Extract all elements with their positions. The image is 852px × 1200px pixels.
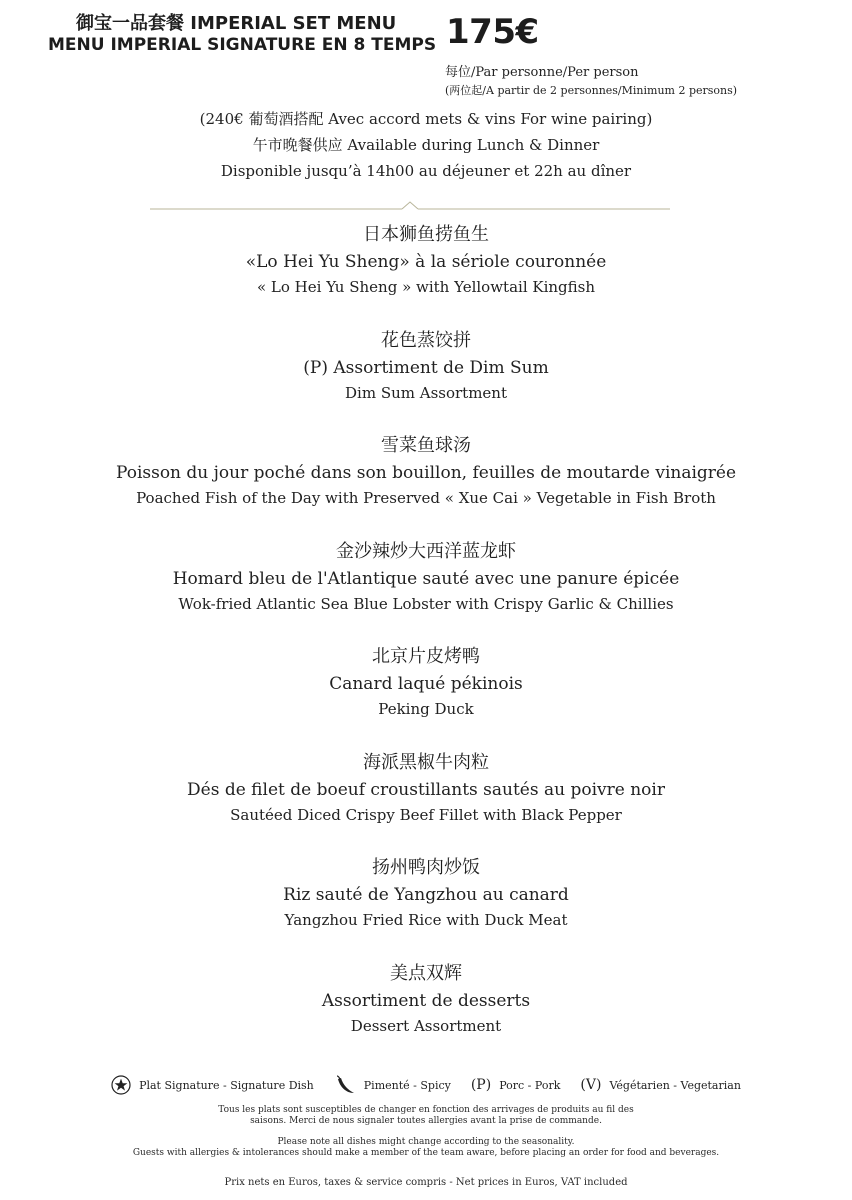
course-name-fr: Dés de filet de boeuf croustillants sautés au poivre noir bbox=[187, 779, 665, 800]
per-person-label: 每位/Par personne/Per person bbox=[445, 65, 639, 80]
course-item bbox=[0, 642, 852, 748]
legend-pork bbox=[471, 1077, 561, 1093]
pork-symbol: (P) bbox=[470, 1077, 492, 1093]
course-name-fr: Canard laqué pékinois bbox=[329, 674, 523, 694]
course-name-en: Poached Fish of the Day with Preserved « Xue Cai » Vegetable in Fish Broth bbox=[136, 489, 716, 507]
course-name-cn: 扬州鸭肉炒饭 bbox=[372, 857, 480, 878]
availability-note: 午市晚餐供应 Available during Lunch & Dinner bbox=[252, 136, 600, 154]
course-name-fr: Assortiment de desserts bbox=[321, 990, 531, 1011]
legend-vegetarian-label: Végétarien - Vegetarian bbox=[609, 1078, 741, 1092]
chili-icon bbox=[334, 1075, 356, 1095]
course-item bbox=[0, 537, 852, 643]
course-name-en: « Lo Hei Yu Sheng » with Yellowtail Kingfish bbox=[256, 278, 596, 296]
legend-signature bbox=[111, 1075, 314, 1095]
course-item bbox=[0, 220, 852, 326]
menu-title-block bbox=[48, 14, 438, 54]
course-name-en: Dessert Assortment bbox=[350, 1016, 502, 1035]
course-name-fr: «Lo Hei Yu Sheng» à la sériole couronnée bbox=[245, 252, 607, 272]
legend-spicy bbox=[334, 1075, 451, 1095]
legend-signature-label: Plat Signature - Signature Dish bbox=[139, 1078, 314, 1092]
course-name-en: Wok-fried Atlantic Sea Blue Lobster with Crispy Garlic & Chillies bbox=[178, 594, 674, 613]
course-name-cn: 北京片皮烤鸭 bbox=[372, 646, 480, 667]
legend-spicy-label: Pimenté - Spicy bbox=[363, 1078, 451, 1092]
course-name-fr: Poisson du jour poché dans son bouillon, feuilles de moutarde vinaigrée bbox=[115, 463, 737, 483]
star-icon bbox=[111, 1075, 131, 1095]
course-list bbox=[0, 220, 852, 1064]
menu-header bbox=[0, 0, 852, 110]
course-name-cn: 美点双辉 bbox=[390, 962, 462, 984]
price-conditions bbox=[445, 64, 737, 100]
note-en-line-2: Guests with allergies & intolerances should make a member of the team aware, before placing an order for food and beverages. bbox=[132, 1148, 720, 1158]
menu-subheader bbox=[0, 106, 852, 184]
course-name-fr: (P) Assortiment de Dim Sum bbox=[303, 357, 549, 378]
menu-title: 御宝一品套餐 IMPERIAL SET MENU bbox=[76, 13, 397, 34]
hours-note: Disponible jusqu’à 14h00 au déjeuner et 22h au dîner bbox=[220, 162, 632, 180]
course-item bbox=[0, 853, 852, 959]
menu-subtitle: MENU IMPERIAL SIGNATURE EN 8 TEMPS bbox=[48, 34, 437, 55]
course-name-en: Dim Sum Assortment bbox=[345, 383, 507, 402]
wine-pairing-note: (240€ 葡萄酒搭配 Avec accord mets & vins For wine pairing) bbox=[199, 110, 653, 128]
legend-vegetarian bbox=[580, 1077, 741, 1093]
course-name-en: Peking Duck bbox=[378, 700, 474, 718]
legend-pork-label: Porc - Pork bbox=[499, 1078, 561, 1092]
price: 175€ bbox=[446, 12, 539, 52]
menu-notes bbox=[0, 1105, 852, 1188]
course-name-cn: 海派黑椒牛肉粒 bbox=[363, 751, 489, 773]
course-name-cn: 花色蒸饺拼 bbox=[381, 329, 471, 351]
note-fr-line-1: Tous les plats sont susceptibles de changer en fonction des arrivages de produits au fil des bbox=[218, 1105, 634, 1115]
course-item bbox=[0, 431, 852, 537]
price-footer: Prix nets en Euros, taxes & service compris - Net prices in Euros, VAT included bbox=[224, 1177, 628, 1188]
minimum-persons-label: (两位起/A partir de 2 personnes/Minimum 2 persons) bbox=[445, 84, 738, 97]
note-en-line-1: Please note all dishes might change according to the seasonality. bbox=[277, 1137, 575, 1147]
course-name-cn: 日本狮鱼捞鱼生 bbox=[363, 224, 489, 245]
course-name-cn: 雪菜鱼球汤 bbox=[381, 435, 471, 456]
course-name-fr: Homard bleu de l'Atlantique sauté avec une panure épicée bbox=[172, 568, 680, 589]
vegetarian-symbol: (V) bbox=[580, 1077, 602, 1093]
course-name-en: Yangzhou Fried Rice with Duck Meat bbox=[284, 911, 568, 929]
course-item bbox=[0, 748, 852, 854]
course-item bbox=[0, 326, 852, 432]
course-name-cn: 金沙辣炒大西洋蓝龙虾 bbox=[336, 540, 516, 562]
course-name-en: Sautéed Diced Crispy Beef Fillet with Black Pepper bbox=[230, 805, 622, 824]
note-fr-line-2: saisons. Merci de nous signaler toutes allergies avant la prise de commande. bbox=[250, 1116, 602, 1126]
decorative-separator bbox=[150, 200, 670, 216]
course-name-fr: Riz sauté de Yangzhou au canard bbox=[283, 885, 569, 905]
symbol-legend bbox=[0, 1070, 852, 1100]
course-item bbox=[0, 959, 852, 1065]
